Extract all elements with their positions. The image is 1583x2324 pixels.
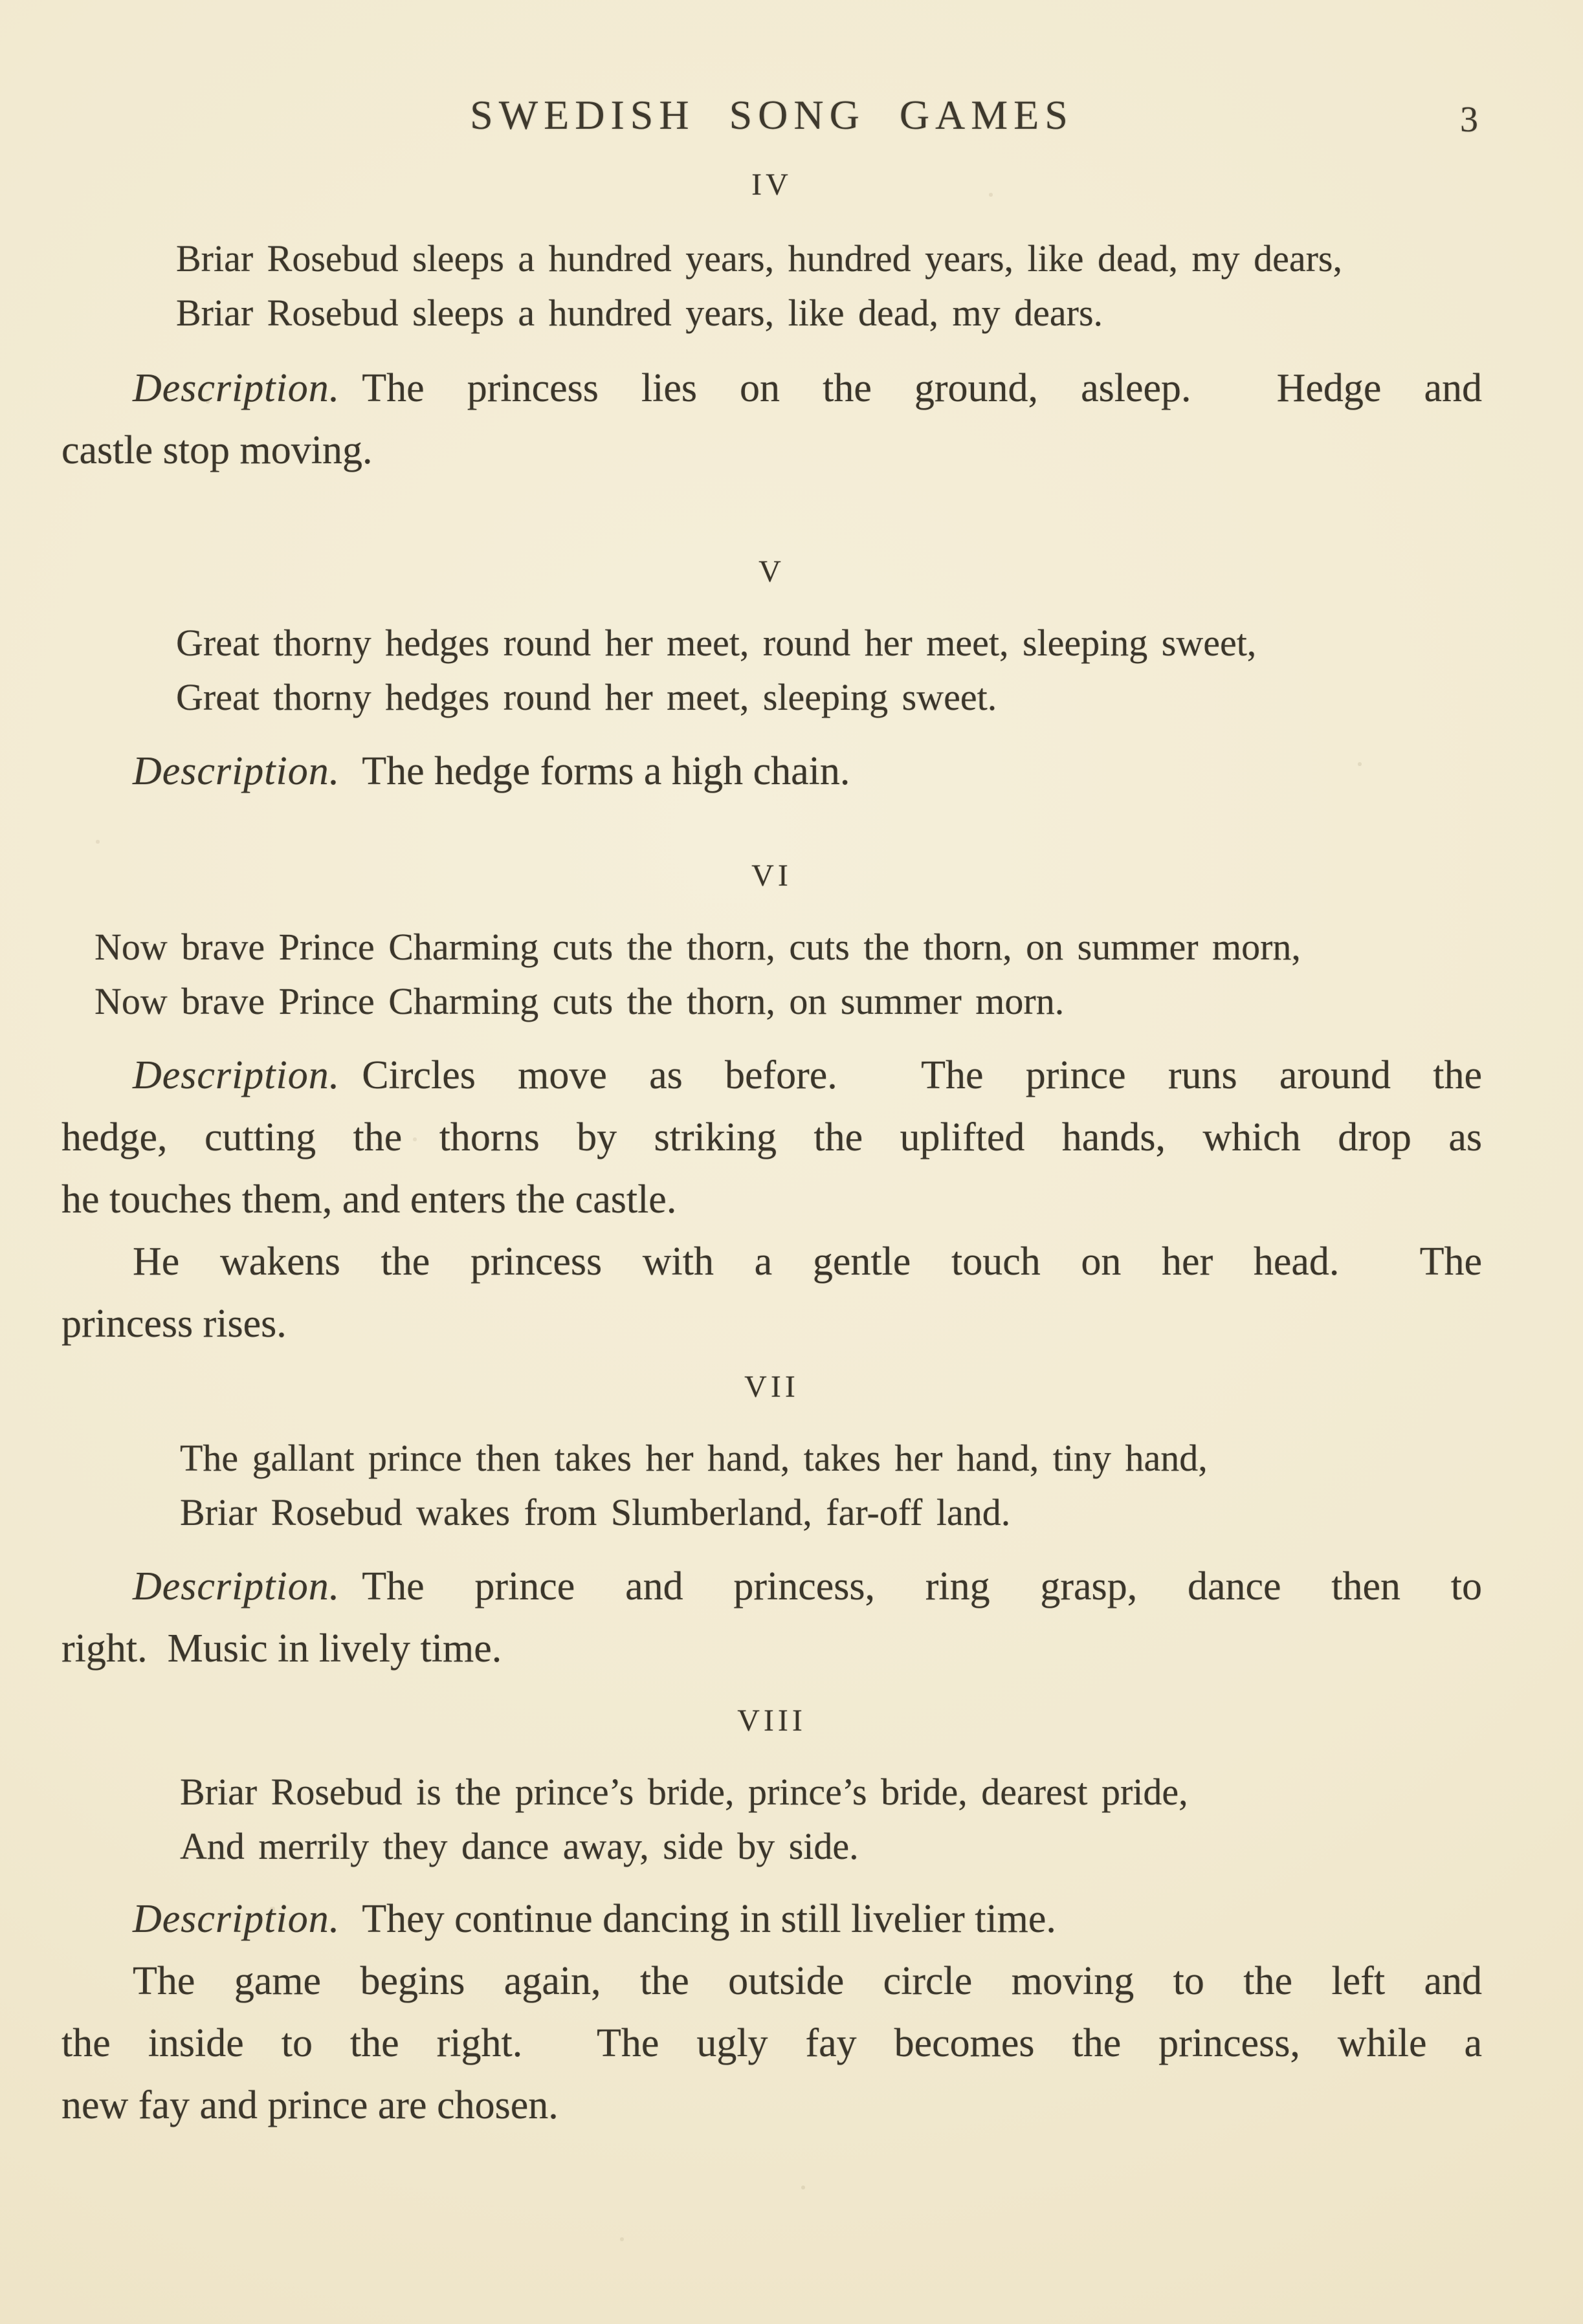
description-text: The prince and princess, ring grasp, dance then to <box>362 1564 1482 1608</box>
verse-line: Briar Rosebud sleeps a hundred years, hundred years, like dead, my dears, <box>176 237 1342 280</box>
description-paragraph <box>61 1888 1482 1950</box>
description-label: Description. <box>133 1897 340 1941</box>
verse-line: Great thorny hedges round her meet, sleeping sweet. <box>176 676 997 718</box>
description-paragraph <box>61 1950 1482 2136</box>
description-paragraph <box>61 1555 1482 1680</box>
description-label: Description. <box>133 1053 340 1097</box>
section-v <box>61 554 1482 802</box>
verse-line: And merrily they dance away, side by side. <box>180 1825 859 1867</box>
verse-line: The gallant prince then takes her hand, takes her hand, tiny hand, <box>180 1437 1208 1479</box>
description-line <box>61 740 1482 802</box>
section-numeral: VI <box>751 859 792 893</box>
section-numeral: V <box>758 554 785 589</box>
description-paragraph <box>61 740 1482 802</box>
paper-specks <box>0 0 1 1</box>
description-label: Description. <box>133 366 340 410</box>
verse-line: Briar Rosebud is the prince’s bride, prince’s bride, dearest pride, <box>180 1771 1188 1813</box>
description-line: He wakens the princess with a gentle touch on her head. The <box>133 1240 1482 1284</box>
description-line: The game begins again, the outside circle moving to the left and <box>133 1959 1482 2003</box>
verse-line: Now brave Prince Charming cuts the thorn, on summer morn. <box>94 980 1065 1022</box>
description-label: Description. <box>133 749 340 793</box>
description-line <box>61 1555 1482 1617</box>
verse-stanza <box>176 616 1482 725</box>
description-text: The hedge forms a high chain. <box>362 749 850 793</box>
description-line: he touches them, and enters the castle. <box>61 1178 677 1222</box>
description-line <box>61 1888 1482 1950</box>
description-line: princess rises. <box>61 1302 287 1346</box>
running-title: SWEDISH SONG GAMES <box>470 92 1074 138</box>
section-vi <box>61 858 1482 1355</box>
description-paragraph <box>61 1044 1482 1231</box>
description-line: castle stop moving. <box>61 428 373 472</box>
description-text: The princess lies on the ground, asleep. Hedge and <box>362 366 1482 410</box>
description-line: the inside to the right. The ugly fay becomes the princess, while a <box>61 2021 1482 2065</box>
page-number: 3 <box>1460 100 1478 140</box>
section-viii <box>61 1703 1482 2136</box>
verse-stanza <box>180 1431 1482 1540</box>
verse-line: Briar Rosebud sleeps a hundred years, like dead, my dears. <box>176 292 1103 334</box>
page-content <box>61 0 1482 2136</box>
description-paragraph <box>61 357 1482 481</box>
description-line: new fay and prince are chosen. <box>61 2083 559 2127</box>
verse-stanza <box>94 920 1482 1029</box>
description-text: Circles move as before. The prince runs around the <box>362 1053 1482 1097</box>
description-text: They continue dancing in still livelier time. <box>362 1897 1056 1941</box>
description-line: hedge, cutting the thorns by striking the uplifted hands, which drop as <box>61 1115 1482 1159</box>
description-label: Description. <box>133 1564 340 1608</box>
description-line: right. Music in lively time. <box>61 1627 502 1671</box>
description-paragraph <box>61 1231 1482 1355</box>
section-numeral: VIII <box>737 1704 806 1738</box>
verse-stanza <box>180 1765 1482 1874</box>
verse-line: Great thorny hedges round her meet, round her meet, sleeping sweet, <box>176 622 1257 664</box>
description-line <box>61 357 1482 419</box>
section-vii <box>61 1369 1482 1680</box>
section-iv <box>61 167 1482 481</box>
section-numeral: VII <box>744 1370 799 1404</box>
section-numeral: IV <box>751 168 792 202</box>
verse-line: Briar Rosebud wakes from Slumberland, far-off land. <box>180 1491 1011 1533</box>
description-line <box>61 1044 1482 1106</box>
verse-line: Now brave Prince Charming cuts the thorn, cuts the thorn, on summer morn, <box>94 926 1301 968</box>
verse-stanza <box>176 232 1482 340</box>
